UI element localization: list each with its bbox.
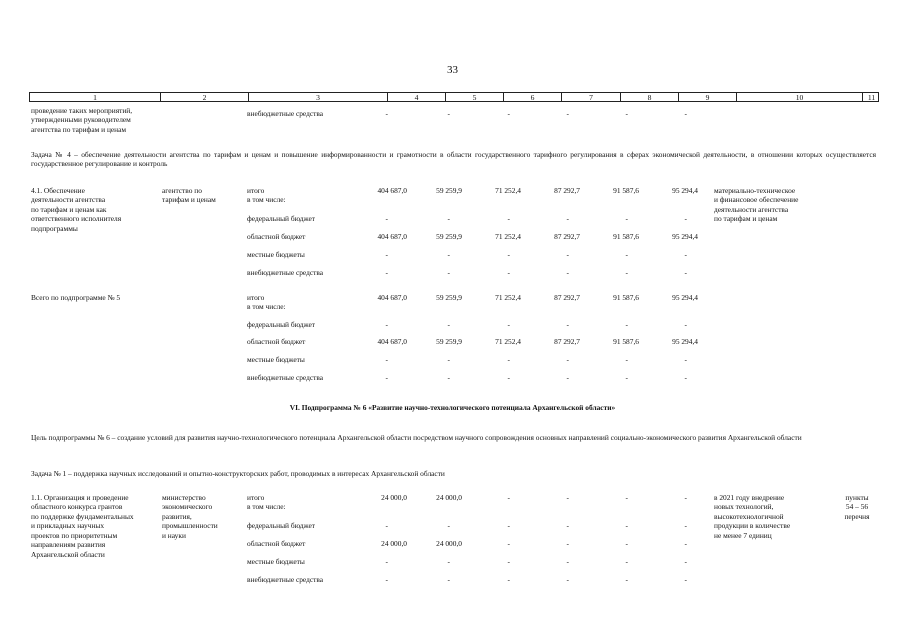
value-cell: - [684,373,687,382]
value-cell: - [566,355,569,364]
value-cell: - [507,268,510,277]
value-cell: - [684,268,687,277]
funding-source: местные бюджеты [247,557,305,566]
value-cell: - [625,557,628,566]
value-cell: - [447,373,450,382]
value-cell: - [447,109,450,118]
funding-source: внебюджетные средства [247,575,324,584]
value-cell: 91 587,6 [613,232,639,241]
value-cell: - [447,320,450,329]
value-cell: - [507,250,510,259]
value-cell: - [507,557,510,566]
value-cell: 91 587,6 [613,337,639,346]
value-cell: - [566,493,569,502]
funding-source: федеральный бюджет [247,214,316,223]
value-cell: - [447,268,450,277]
value-cell: - [566,373,569,382]
value-cell: 59 259,9 [436,186,462,195]
value-cell: - [447,557,450,566]
item-1-1-name: 1.1. Организация и проведение областного конкурса грантов по поддержке фундаментальных и прикладных научных проектов по приоритетным направлениям развития Архангельской области [31,493,134,559]
funding-source: местные бюджеты [247,250,305,259]
page-number: 33 [447,64,458,76]
value-cell: - [625,373,628,382]
value-cell: - [684,557,687,566]
value-cell: - [625,575,628,584]
value-cell: - [684,575,687,584]
value-cell: - [566,250,569,259]
value-cell: 87 292,7 [554,293,580,302]
value-cell: 91 587,6 [613,293,639,302]
funding-source: внебюджетные средства [247,373,324,382]
funding-source: итого в том числе: [247,293,286,312]
value-cell: - [507,493,510,502]
value-cell: - [566,521,569,530]
value-cell: - [507,320,510,329]
value-cell: 404 687,0 [377,293,407,302]
value-cell: - [385,521,388,530]
item-1-1-result: в 2021 году внедрение новых технологий, высокотехнологичной продукции в количестве не менее 7 единиц [714,493,791,540]
section-6-title: VI. Подпрограмма № 6 «Развитие научно-технологического потенциала Архангельской области» [289,403,616,412]
value-cell: - [447,214,450,223]
value-cell: 71 252,4 [495,293,521,302]
value-cell: 59 259,9 [436,293,462,302]
column-header: 6 [503,93,561,101]
value-cell: - [507,575,510,584]
value-cell: 24 000,0 [436,539,462,548]
value-cell: - [625,493,628,502]
continued-row-text: проведение таких мероприятий, утвержденными руководителем агентства по тарифам и ценам [31,106,133,134]
funding-source: федеральный бюджет [247,521,316,530]
value-cell: - [566,557,569,566]
value-cell: - [684,320,687,329]
value-cell: - [625,109,628,118]
funding-source: областной бюджет [247,539,306,548]
value-cell: - [447,575,450,584]
value-cell: 404 687,0 [377,337,407,346]
value-cell: - [566,268,569,277]
value-cell: - [385,250,388,259]
value-cell: 71 252,4 [495,337,521,346]
value-cell: - [684,521,687,530]
value-cell: - [566,539,569,548]
column-header: 11 [862,93,880,101]
value-cell: - [447,521,450,530]
value-cell: 87 292,7 [554,337,580,346]
funding-source: итого в том числе: [247,186,286,205]
value-cell: - [385,355,388,364]
value-cell: - [385,109,388,118]
funding-source: внебюджетные средства [247,109,324,118]
funding-source: областной бюджет [247,337,306,346]
value-cell: - [566,109,569,118]
column-header: 2 [160,93,248,101]
value-cell: - [625,355,628,364]
value-cell: - [625,320,628,329]
value-cell: - [507,214,510,223]
item-4-1-name: 4.1. Обеспечение деятельности агентства по тарифам и ценам как ответственного исполнителя подпрограммы [31,186,122,233]
value-cell: - [385,320,388,329]
subprogram-6-goal: Цель подпрограммы № 6 – создание условий для развития научно-технологического потенциала Архангельской области посредством научного сопровождения основных направлений социально-экономического развития Архангельской области [31,433,802,442]
value-cell: - [507,109,510,118]
column-header: 7 [561,93,620,101]
value-cell: 59 259,9 [436,337,462,346]
value-cell: 87 292,7 [554,232,580,241]
task-4-heading: Задача № 4 – обеспечение деятельности агентства по тарифам и ценам и повышение информированности и грамотности в области государственного тарифного регулирования в сферах экономической деятельности, в отношении которых осуществляется государственное регулирование и контроль [31,150,876,169]
value-cell: 404 687,0 [377,186,407,195]
funding-source: федеральный бюджет [247,320,316,329]
value-cell: 59 259,9 [436,232,462,241]
value-cell: - [625,521,628,530]
value-cell: - [385,214,388,223]
value-cell: - [625,268,628,277]
column-header: 5 [445,93,503,101]
subprogram-5-total-label: Всего по подпрограмме № 5 [31,293,121,302]
value-cell: - [684,355,687,364]
funding-source: внебюджетные средства [247,268,324,277]
item-4-1-executor: агентство по тарифам и ценам [162,186,216,205]
value-cell: - [684,214,687,223]
value-cell: - [385,575,388,584]
value-cell: 404 687,0 [377,232,407,241]
value-cell: - [684,250,687,259]
value-cell: - [625,539,628,548]
column-header: 9 [678,93,736,101]
value-cell: - [625,250,628,259]
value-cell: 24 000,0 [381,539,407,548]
item-1-1-reference: пункты 54 – 56 перечня [844,493,870,521]
value-cell: - [625,214,628,223]
value-cell: - [507,521,510,530]
value-cell: - [507,539,510,548]
item-4-1-result: материально-техническое и финансовое обеспечение деятельности агентства по тарифам и ценам [714,186,799,224]
value-cell: - [566,214,569,223]
value-cell: 95 294,4 [672,293,698,302]
funding-source: областной бюджет [247,232,306,241]
value-cell: 87 292,7 [554,186,580,195]
value-cell: - [566,320,569,329]
value-cell: - [447,250,450,259]
value-cell: - [684,493,687,502]
column-header: 3 [248,93,387,101]
funding-source: итого в том числе: [247,493,286,512]
value-cell: - [507,355,510,364]
value-cell: 71 252,4 [495,186,521,195]
task-1-heading: Задача № 1 – поддержка научных исследований и опытно-конструкторских работ, проводимых в интересах Архангельской области [31,469,445,478]
value-cell: 95 294,4 [672,186,698,195]
value-cell: - [684,539,687,548]
value-cell: 71 252,4 [495,232,521,241]
value-cell: 24 000,0 [381,493,407,502]
value-cell: 95 294,4 [672,232,698,241]
column-header: 4 [387,93,445,101]
value-cell: 91 587,6 [613,186,639,195]
item-1-1-executor: министерство экономического развития, промышленности и науки [162,493,218,540]
column-header-row [29,92,879,102]
column-header: 8 [620,93,678,101]
value-cell: - [507,373,510,382]
funding-source: местные бюджеты [247,355,305,364]
value-cell: - [566,575,569,584]
value-cell: 24 000,0 [436,493,462,502]
value-cell: 95 294,4 [672,337,698,346]
value-cell: - [385,557,388,566]
value-cell: - [447,355,450,364]
value-cell: - [385,268,388,277]
column-header: 1 [93,93,97,102]
value-cell: - [684,109,687,118]
value-cell: - [385,373,388,382]
column-header: 10 [736,93,862,101]
